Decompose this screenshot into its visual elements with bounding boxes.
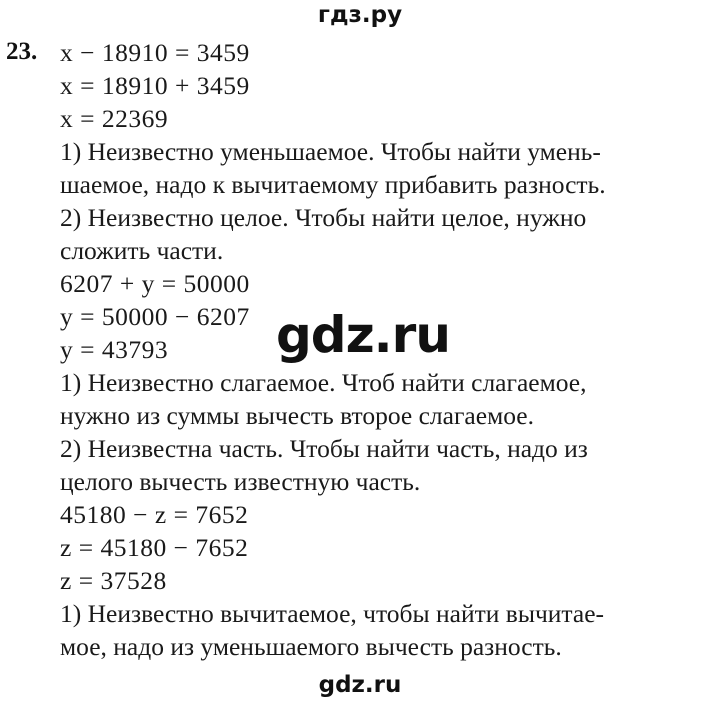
- header-brand: гдз.ру: [317, 2, 403, 28]
- explanation-line: 1) Неизвестно слагаемое. Чтоб найти слагаемое,: [60, 368, 587, 397]
- equation-line: 6207 + y = 50000: [60, 269, 250, 298]
- equation-line: y = 50000 − 6207: [60, 302, 250, 331]
- watermark-logo: gdz.ru: [272, 306, 454, 364]
- equation-line: z = 37528: [60, 566, 167, 595]
- problem-number: 23.: [6, 38, 38, 65]
- footer-brand: gdz.ru: [318, 672, 402, 698]
- explanation-line: 1) Неизвестно уменьшаемое. Чтобы найти умень-: [60, 137, 601, 166]
- explanation-line: 1) Неизвестно вычитаемое, чтобы найти вычитае-: [60, 599, 605, 628]
- explanation-line: 2) Неизвестна часть. Чтобы найти часть, надо из: [60, 434, 588, 463]
- equation-line: x = 22369: [60, 104, 169, 133]
- equation-line: x − 18910 = 3459: [60, 38, 250, 67]
- explanation-line: нужно из суммы вычесть второе слагаемое.: [60, 401, 534, 430]
- explanation-line: 2) Неизвестно целое. Чтобы найти целое, нужно: [60, 203, 587, 232]
- explanation-line: сложить части.: [60, 236, 224, 265]
- equation-line: z = 45180 − 7652: [60, 533, 249, 562]
- equation-line: y = 43793: [60, 335, 169, 364]
- explanation-line: целого вычесть известную часть.: [60, 467, 421, 496]
- explanation-line: мое, надо из уменьшаемого вычесть разность.: [60, 632, 562, 661]
- equation-line: x = 18910 + 3459: [60, 71, 250, 100]
- equation-line: 45180 − z = 7652: [60, 500, 249, 529]
- explanation-line: шаемое, надо к вычитаемому прибавить разность.: [60, 170, 606, 199]
